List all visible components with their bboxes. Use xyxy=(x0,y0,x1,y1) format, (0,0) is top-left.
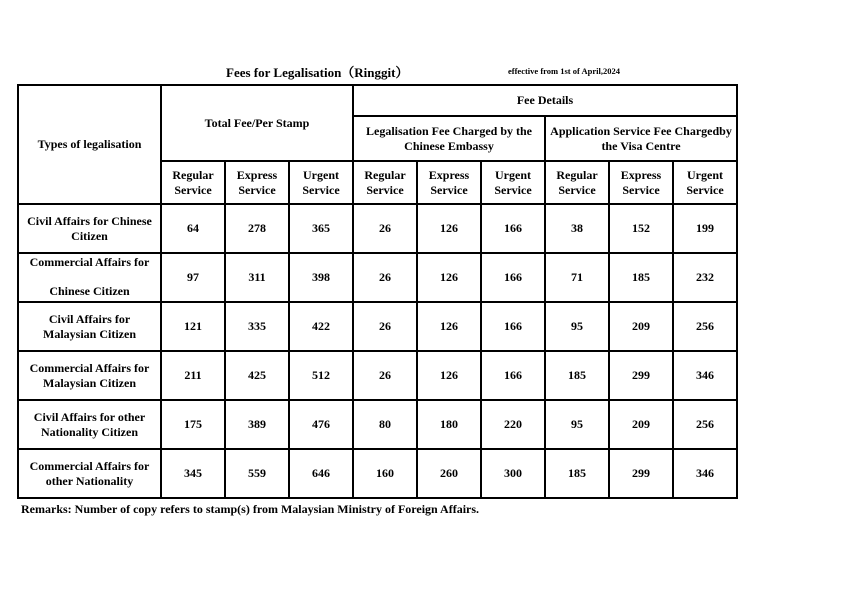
table-cell: 299 xyxy=(609,351,673,400)
row-label xyxy=(18,253,161,302)
table-cell: 209 xyxy=(609,302,673,351)
table-cell: 180 xyxy=(417,400,481,449)
table-cell: 166 xyxy=(481,302,545,351)
legalisation-fee-header: Legalisation Fee Charged by the Chinese Embassy xyxy=(353,116,545,161)
table-row xyxy=(18,302,737,351)
types-header: Types of legalisation xyxy=(18,85,161,204)
legalisation-express-header: Express Service xyxy=(417,161,481,204)
table-cell: 256 xyxy=(673,400,737,449)
table-row xyxy=(18,449,737,498)
table-cell: 425 xyxy=(225,351,289,400)
table-cell: 278 xyxy=(225,204,289,253)
table-cell: 365 xyxy=(289,204,353,253)
row-label: Civil Affairs for other Nationality Citizen xyxy=(18,400,161,449)
table-row xyxy=(18,400,737,449)
table-cell: 209 xyxy=(609,400,673,449)
table-cell: 335 xyxy=(225,302,289,351)
table-cell: 220 xyxy=(481,400,545,449)
table-cell: 126 xyxy=(417,351,481,400)
table-cell: 26 xyxy=(353,253,417,302)
table-cell: 95 xyxy=(545,302,609,351)
total-express-header: Express Service xyxy=(225,161,289,204)
table-cell: 346 xyxy=(673,449,737,498)
application-fee-header: Application Service Fee Chargedby the Visa Centre xyxy=(545,116,737,161)
table-cell: 38 xyxy=(545,204,609,253)
fees-table xyxy=(17,84,738,499)
table-cell: 97 xyxy=(161,253,225,302)
total-fee-header: Total Fee/Per Stamp xyxy=(161,85,353,161)
table-cell: 126 xyxy=(417,204,481,253)
row-label-bottom: Chinese Citizen xyxy=(49,284,130,298)
fee-details-header: Fee Details xyxy=(353,85,737,116)
table-cell: 646 xyxy=(289,449,353,498)
row-label: Civil Affairs for Malaysian Citizen xyxy=(18,302,161,351)
application-express-header: Express Service xyxy=(609,161,673,204)
table-cell: 26 xyxy=(353,351,417,400)
table-cell: 95 xyxy=(545,400,609,449)
table-cell: 64 xyxy=(161,204,225,253)
table-cell: 26 xyxy=(353,204,417,253)
table-cell: 185 xyxy=(545,351,609,400)
table-cell: 299 xyxy=(609,449,673,498)
table-cell: 559 xyxy=(225,449,289,498)
table-cell: 232 xyxy=(673,253,737,302)
table-cell: 126 xyxy=(417,302,481,351)
table-cell: 126 xyxy=(417,253,481,302)
table-cell: 211 xyxy=(161,351,225,400)
table-cell: 160 xyxy=(353,449,417,498)
page-title: Fees for Legalisation（Ringgit） xyxy=(226,65,409,80)
table-cell: 389 xyxy=(225,400,289,449)
table-cell: 152 xyxy=(609,204,673,253)
remarks-text: Remarks: Number of copy refers to stamp(s) from Malaysian Ministry of Foreign Affairs. xyxy=(21,502,480,516)
application-urgent-header: Urgent Service xyxy=(673,161,737,204)
application-regular-header: Regular Service xyxy=(545,161,609,204)
table-cell: 398 xyxy=(289,253,353,302)
table-cell: 185 xyxy=(545,449,609,498)
table-cell: 71 xyxy=(545,253,609,302)
legalisation-urgent-header: Urgent Service xyxy=(481,161,545,204)
table-cell: 166 xyxy=(481,351,545,400)
table-cell: 175 xyxy=(161,400,225,449)
header-row-1 xyxy=(18,85,737,116)
table-row xyxy=(18,351,737,400)
table-cell: 346 xyxy=(673,351,737,400)
table-cell: 80 xyxy=(353,400,417,449)
table-row xyxy=(18,253,737,302)
table-cell: 166 xyxy=(481,204,545,253)
table-cell: 422 xyxy=(289,302,353,351)
table-cell: 26 xyxy=(353,302,417,351)
row-label: Commercial Affairs for Malaysian Citizen xyxy=(18,351,161,400)
total-urgent-header: Urgent Service xyxy=(289,161,353,204)
table-cell: 185 xyxy=(609,253,673,302)
table-cell: 476 xyxy=(289,400,353,449)
table-cell: 256 xyxy=(673,302,737,351)
table-cell: 199 xyxy=(673,204,737,253)
row-label: Civil Affairs for Chinese Citizen xyxy=(18,204,161,253)
table-cell: 512 xyxy=(289,351,353,400)
table-cell: 260 xyxy=(417,449,481,498)
table-cell: 311 xyxy=(225,253,289,302)
table-row xyxy=(18,204,737,253)
effective-date: effective from 1st of April,2024 xyxy=(508,66,620,76)
table-cell: 121 xyxy=(161,302,225,351)
row-label: Commercial Affairs for other Nationality xyxy=(18,449,161,498)
total-regular-header: Regular Service xyxy=(161,161,225,204)
legalisation-regular-header: Regular Service xyxy=(353,161,417,204)
table-cell: 300 xyxy=(481,449,545,498)
row-label-top: Commercial Affairs for xyxy=(29,255,150,269)
table-cell: 166 xyxy=(481,253,545,302)
table-cell: 345 xyxy=(161,449,225,498)
